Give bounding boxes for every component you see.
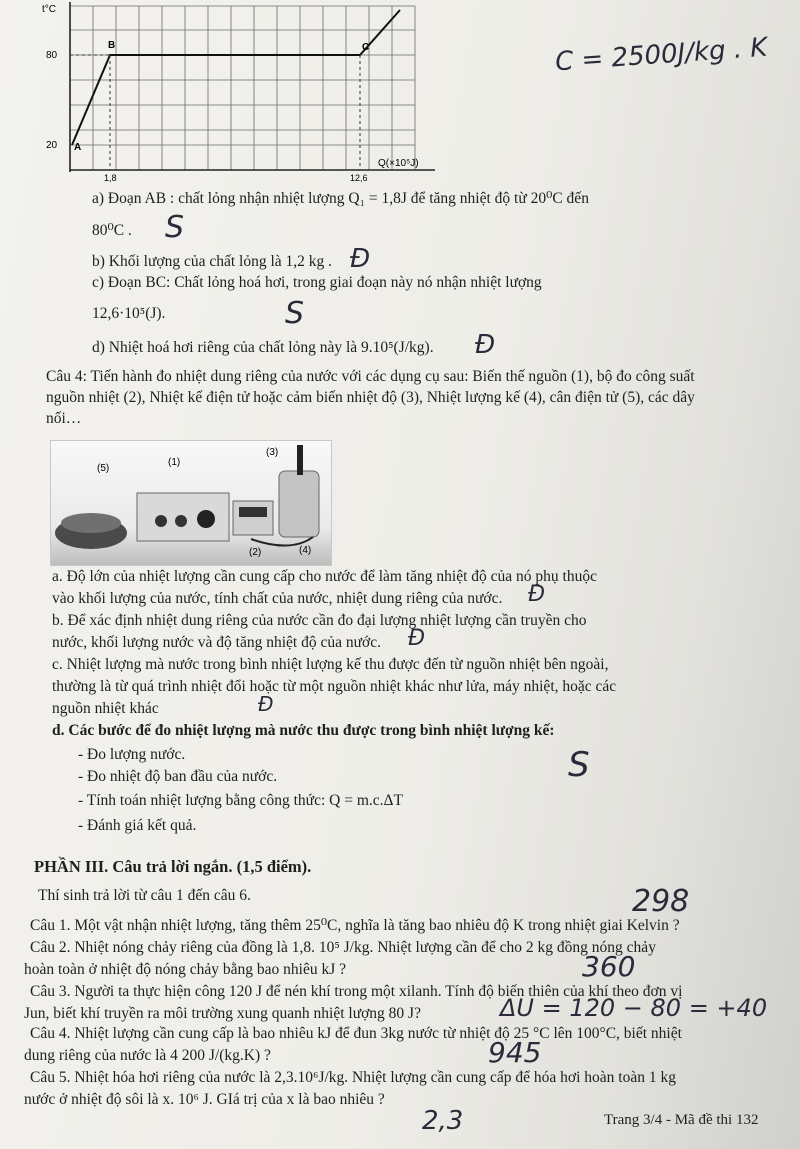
short-question-2-line1: Câu 2. Nhiệt nóng chảy riêng của đồng là 1,8. 10⁵ J/kg. Nhiệt lượng cần để cho 2 kg đồng nóng chảy <box>30 939 656 956</box>
graph-x-unit: Q(×10⁵J) <box>378 158 419 169</box>
question4-intro-line1 <box>46 366 786 387</box>
page-footer: Trang 3/4 - Mã đề thi 132 <box>604 1112 759 1128</box>
apparatus-label-3: (3) <box>266 447 279 458</box>
statement-c-line2: 12,6·10⁵(J). <box>92 305 166 322</box>
apparatus-label-5: (5) <box>97 463 110 474</box>
statement4-b-line1: b. Để xác định nhiệt dung riêng của nước cần đo đại lượng nhiệt lượng cần truyền cho <box>52 612 587 629</box>
statement4-c-line1: c. Nhiệt lượng mà nước trong bình nhiệt lượng kế thu được đến từ nguồn nhiệt bên ngoài, <box>52 656 609 673</box>
step-4: - Đánh giá kết quả. <box>78 817 197 834</box>
statement4-a-text1: a. Độ lớn của nhiệt lượng cần cung cấp cho nước để làm tăng nhiệt độ của nó phụ thuộc <box>52 568 597 585</box>
part3-heading: PHẦN III. Câu trả lời ngắn. (1,5 điểm). <box>34 857 312 876</box>
graph-point-b: B <box>108 40 116 51</box>
statement-b: b) Khối lượng của chất lỏng là 1,2 kg . <box>92 253 333 270</box>
answer-mark-4a: Đ <box>528 582 546 607</box>
part3-instruction: Thí sinh trả lời từ câu 1 đến câu 6. <box>38 887 251 904</box>
graph-y-tick-20: 20 <box>46 140 58 151</box>
answer-mark-4c: Đ <box>258 692 274 716</box>
statement4-a-line1 <box>52 566 597 587</box>
answer-mark-c: S <box>285 296 305 331</box>
statement4-a-line2: vào khối lượng của nước, tính chất của nước, nhiệt dung riêng của nước. <box>52 590 503 607</box>
statement-a-line2: 80⁰C . <box>92 222 132 239</box>
calorimeter <box>279 471 319 537</box>
statement-c-line1: c) Đoạn BC: Chất lỏng hoá hơi, trong giai đoạn này nó nhận nhiệt lượng <box>92 274 542 291</box>
apparatus-label-2: (2) <box>249 547 262 558</box>
apparatus-label-1: (1) <box>168 457 181 468</box>
step-1: - Đo lượng nước. <box>78 746 186 763</box>
statement-a-line1: a) Đoạn AB : chất lỏng nhận nhiệt lượng Q₁ = 1,8J để tăng nhiệt độ từ 20⁰C đến <box>92 190 589 207</box>
graph-x-tick-12-6: 12,6 <box>350 173 368 183</box>
short-question-5-line2: nước ở nhiệt độ sôi là x. 10⁶ J. GIá trị của x là bao nhiêu ? <box>24 1091 385 1108</box>
statement4-b-line2: nước, khối lượng nước và độ tăng nhiệt độ của nước. <box>52 634 381 651</box>
statement4-c-line2: thường là từ quá trình nhiệt đổi hoặc từ một nguồn nhiệt khác như lửa, máy nhiệt, hoặc các <box>52 678 617 695</box>
answer-mark-4b: Đ <box>408 626 426 651</box>
short-question-4-line2: dung riêng của nước là 4 200 J/(kg.K) ? <box>24 1047 271 1064</box>
question4-intro-line3: nối… <box>46 410 82 427</box>
short-question-3-line2: Jun, biết khí truyền ra môi trường xung quanh nhiệt lượng 80 J? <box>24 1005 421 1022</box>
graph-x-tick-1-8: 1,8 <box>104 173 117 183</box>
short-question-1: Câu 1. Một vật nhận nhiệt lượng, tăng thêm 25⁰C, nghĩa là tăng bao nhiêu độ K trong nhiệt giai Kelvin ? <box>30 917 680 934</box>
answer-mark-b: Đ <box>350 244 371 274</box>
step-2: - Đo nhiệt độ ban đầu của nước. <box>78 768 278 785</box>
answer-mark-d: Đ <box>475 330 496 360</box>
answer-mark-4d: S <box>568 745 590 785</box>
statement-d: d) Nhiệt hoá hơi riêng của chất lỏng này là 9.10⁵(J/kg). <box>92 339 434 356</box>
apparatus-drawing <box>51 441 331 565</box>
question4-intro-line2: nguồn nhiệt (2), Nhiệt kế điện tử hoặc cảm biến nhiệt độ (3), Nhiệt lượng kế (4), cân điện tử (5), các dây <box>46 389 695 406</box>
short-question-5-line1: Câu 5. Nhiệt hóa hơi riêng của nước là 2,3.10⁶J/kg. Nhiệt lượng cần cung cấp để hóa hơi hoàn toàn 1 kg <box>30 1069 676 1086</box>
apparatus-photo <box>50 440 332 566</box>
graph-y-unit: t°C <box>42 4 56 15</box>
graph-y-tick-80: 80 <box>46 50 58 61</box>
graph-point-a: A <box>74 142 82 153</box>
thermometer <box>297 445 303 475</box>
step-3: - Tính toán nhiệt lượng bằng công thức: Q = m.c.ΔT <box>78 792 403 809</box>
handwritten-note-c: C = 2500J/kg . K <box>554 32 769 78</box>
graph-grid <box>70 6 415 170</box>
answer-2: 360 <box>582 950 636 983</box>
short-question-4-line1: Câu 4. Nhiệt lượng cần cung cấp là bao nhiêu kJ để đun 3kg nước từ nhiệt độ 25 °C lên 100°C, biết nhiệt <box>30 1025 682 1042</box>
statement4-c-line3: nguồn nhiệt khác <box>52 700 159 717</box>
statement4-d: d. Các bước để đo nhiệt lượng mà nước thu được trong bình nhiệt lượng kế: <box>52 722 555 739</box>
question4-intro-text1: Câu 4: Tiến hành đo nhiệt dung riêng của nước với các dụng cụ sau: Biến thế nguồn (1), bộ đo công suất <box>46 368 695 385</box>
answer-mark-a: S <box>165 210 185 245</box>
apparatus-label-4: (4) <box>299 545 312 556</box>
graph-point-c: C <box>362 42 370 53</box>
power-meter-box <box>233 501 273 535</box>
answer-3: ΔU = 120 − 80 = +40 <box>500 994 768 1022</box>
answer-1: 298 <box>632 884 690 919</box>
short-question-3-line1: Câu 3. Người ta thực hiện công 120 J để nén khí trong một xilanh. Tính độ biến thiên của khí theo đơn vị <box>30 983 683 1000</box>
short-question-2-line2: hoàn toàn ở nhiệt độ nóng chảy bằng bao nhiêu kJ ? <box>24 961 346 978</box>
answer-5: 2,3 <box>422 1106 464 1136</box>
temperature-heat-graph <box>40 0 440 185</box>
answer-4: 945 <box>488 1036 542 1069</box>
